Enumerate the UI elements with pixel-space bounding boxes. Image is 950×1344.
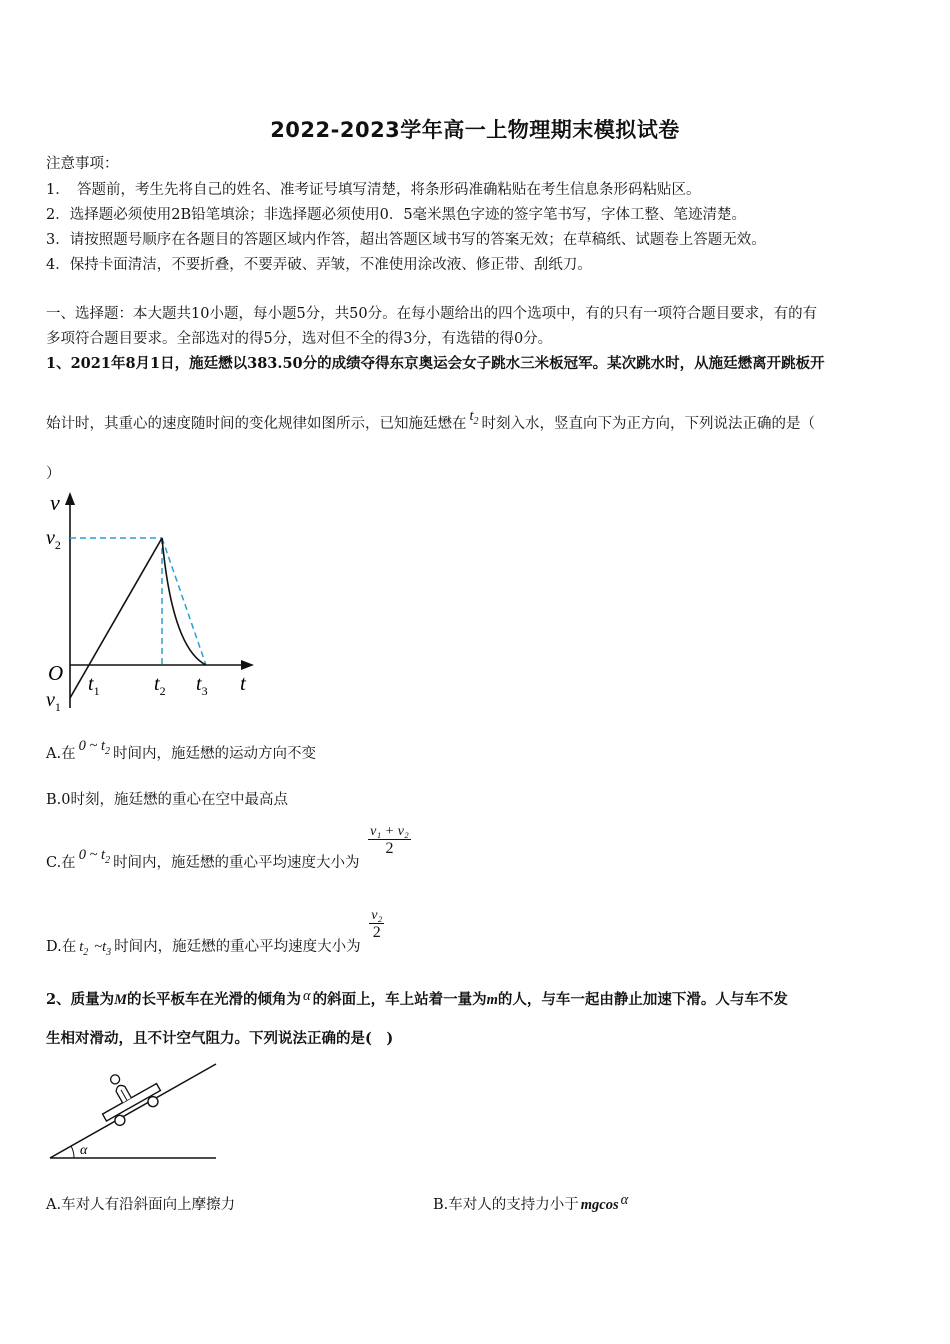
notice-item-4: 4．保持卡面清洁，不要折叠，不要弄破、弄皱，不准使用涂改液、修正带、刮纸刀。	[46, 257, 592, 273]
question-1-option-a: A.在 0 ~ $t_2$ 时间内，施廷懋的运动方向不变	[46, 738, 316, 762]
label-t3: $t_3$	[196, 673, 208, 698]
label-t: t	[240, 671, 246, 695]
t-axis-arrow	[241, 660, 254, 670]
notice-item-1: 1． 答题前，考生先将自己的姓名、准考证号填写清楚，将条形码准确粘贴在考生信息条形码粘贴区。	[46, 182, 701, 198]
angle-alpha-label: α	[80, 1143, 88, 1158]
velocity-line	[70, 538, 162, 698]
label-v2: $v_2$	[46, 527, 61, 552]
question-1-option-c: C.在 0 ~ $t_2$ 时间内，施廷懋的重心平均速度大小为 $\frac{\text{v₁ + v₂}}{2}$	[46, 824, 409, 871]
notice-item-2: 2．选择题必须使用2B铅笔填涂；非选择题必须使用0．5毫米黑色字迹的签字笔书写，字体工整、笔迹清楚。	[46, 207, 747, 223]
page-title: 2022-2023学年高一上物理期末模拟试卷	[270, 118, 680, 142]
option-d-fraction: $\frac{\text{v₂}}{2}$	[371, 908, 383, 942]
person-head	[109, 1073, 121, 1085]
label-t1: $t_1$	[88, 673, 100, 698]
option-c-fraction: $\frac{\text{v₁ + v₂}}{2}$	[370, 824, 409, 858]
label-origin: O	[48, 661, 64, 685]
question-1-line-2: 始计时，其重心的速度随时间的变化规律如图所示，已知施廷懋在 $t_2$ 时刻入水，竖直向下为正方向，下列说法正确的是（	[46, 408, 816, 432]
question-1-option-b: B.0时刻，施廷懋的重心在空中最高点	[46, 792, 288, 808]
section-intro-line-1: 一、选择题：本大题共10小题，每小题5分，共50分。在每小题给出的四个选项中，有的只有一项符合题目要求，有的有	[46, 306, 818, 322]
question-2-line-2: 生相对滑动，且不计空气阻力。下列说法正确的是( )	[46, 1030, 394, 1047]
v-axis-arrow	[65, 492, 75, 505]
label-v: v	[50, 490, 60, 515]
question-1-line-1: 1、2021年8月1日，施廷懋以383.50分的成绩夺得东京奥运会女子跳水三米板冠军。某次跳水时，从施廷懋离开跳板开	[46, 355, 825, 372]
label-v1: $v_1$	[46, 689, 61, 714]
cart-with-person	[89, 1059, 166, 1131]
question-1-option-d: D.在 $t_2$ $\sim t_3$ 时间内，施廷懋的重心平均速度大小为 $\frac{\text{v₂}}{2}$	[46, 908, 383, 958]
notice-heading: 注意事项：	[46, 156, 119, 172]
question-1-line-3: ）	[46, 466, 61, 482]
incline-slope	[50, 1064, 216, 1158]
notice-item-3: 3．请按照题号顺序在各题目的答题区域内作答，超出答题区域书写的答案无效；在草稿纸、试题卷上答题无效。	[46, 232, 766, 248]
incline-figure	[44, 1056, 224, 1166]
question-2-option-a: A.车对人有沿斜面向上摩擦力	[46, 1197, 236, 1213]
label-t2: $t_2$	[154, 673, 166, 698]
linear-deceleration-dashed	[162, 538, 206, 665]
question-2-option-b: B.车对人的支持力小于 mgcos α	[433, 1192, 629, 1213]
angle-arc	[71, 1146, 74, 1158]
section-intro-line-2: 多项符合题目要求。全部选对的得5分，选对但不全的得3分，有选错的得0分。	[46, 331, 553, 347]
question-2-line-1: 2、质量为M的长平板车在光滑的倾角为 α 的斜面上，车上站着一量为m的人，与车一起由静止加速下滑。人与车不发	[46, 988, 788, 1008]
velocity-time-graph	[40, 488, 270, 718]
